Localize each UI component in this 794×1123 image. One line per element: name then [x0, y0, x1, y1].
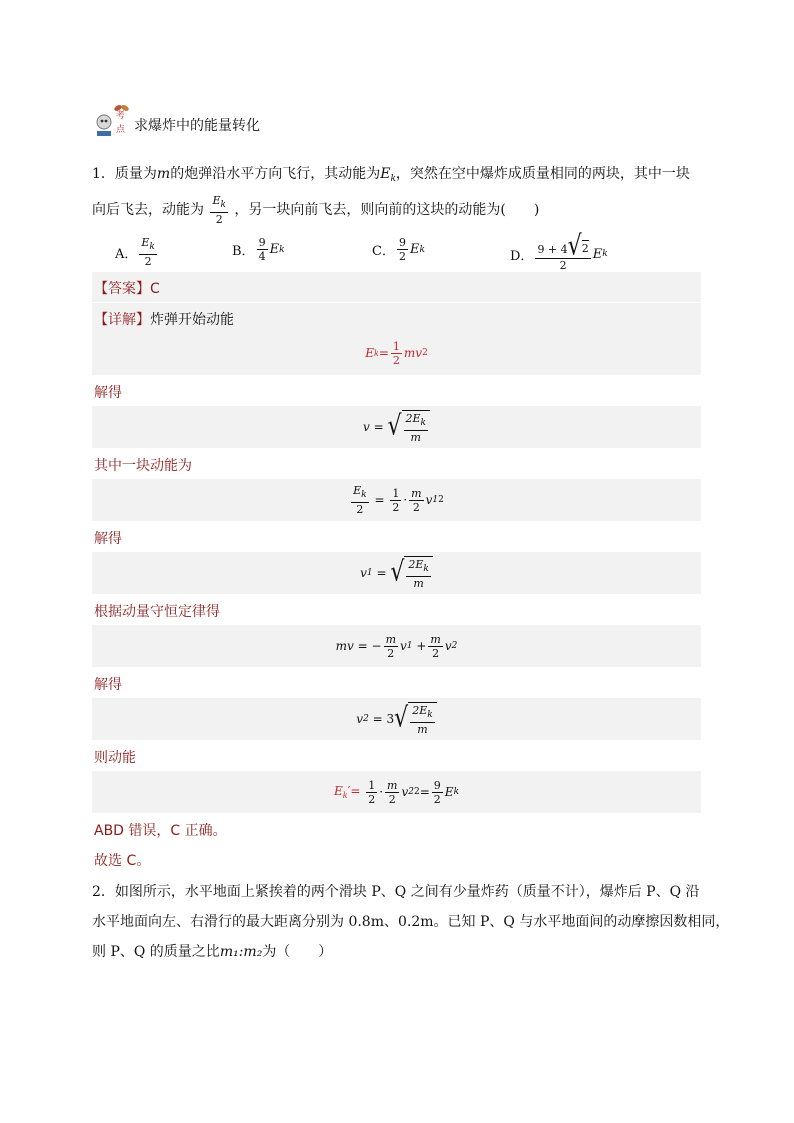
detail-line: 【详解】炸弹开始动能 [94, 312, 234, 328]
step-momentum: 根据动量守恒定律得 [94, 604, 220, 620]
equation-momentum: m v = − $\frac{m}{2}$ v 1 + $\frac{m}{2}$ v 2 [335, 632, 458, 660]
step-solve-2: 解得 [94, 531, 122, 547]
equation-final-ke: $E_k'=$ $\frac{1}{2}$ · $\frac{m}{2}$ v 2 2 = $\frac{9}{2}$ E k [333, 778, 460, 806]
equation-v1: v 1 = √ $\frac{2E_k}{m}$ [92, 552, 701, 594]
svg-text:点: 点 [116, 125, 126, 135]
q1-line-2: 向后飞去，动能为 $\frac{E_k}{2}$ ，另一块向前飞去，则向前的这块的动能为( ) [92, 194, 540, 226]
q2-line-1: 2．如图所示，水平地面上紧挨着的两个滑块 P、Q 之间有少量炸药（质量不计），爆炸后 P、Q 沿 [92, 884, 700, 900]
q1-fraction: $\frac{E_k}{2}$ [212, 194, 226, 226]
exam-point-icon [92, 102, 136, 142]
option-b[interactable]: B． $\frac{9}{4}$ E k [232, 236, 285, 263]
step-kinetic-energy: 则动能 [94, 750, 136, 766]
conclusion-line: ABD 错误，C 正确。 [94, 823, 227, 839]
equation-initial-ke: E k = $\frac{1}{2}$ mv 2 [365, 339, 428, 367]
topic-header [92, 102, 260, 142]
topic-title: 求爆炸中的能量转化 [134, 118, 260, 134]
option-a[interactable]: A． $\frac{E_k}{2}$ [115, 236, 155, 268]
answer-line: 【答案】C [94, 281, 160, 297]
option-c[interactable]: C． $\frac{9}{2}$ E k [372, 236, 425, 263]
answer-band [92, 272, 701, 302]
option-d[interactable]: D． 9 + 4 √ 2 2 E k [510, 230, 608, 272]
q2-line-3: 则 P、Q 的质量之比m₁:m₂为（ ） [92, 944, 333, 960]
svg-text:考: 考 [116, 111, 126, 121]
step-one-piece-ke: 其中一块动能为 [94, 458, 192, 474]
equation-v2: v 2 = 3 √ $\frac{2E_k}{m}$ [92, 698, 701, 740]
choice-line: 故选 C。 [94, 853, 151, 869]
step-solve-3: 解得 [94, 677, 122, 693]
equation-half-ke: $\frac{E_k}{2}$ = $\frac{1}{2}$ · $\frac{m}{2}$ v 1 2 [353, 484, 444, 516]
q1-line-1: 1．质量为m的炮弹沿水平方向飞行，其动能为$E_k$，突然在空中爆炸成质量相同的两块，其中一块 [92, 166, 690, 184]
equation-v: v = √ $\frac{2E_k}{m}$ [92, 406, 701, 448]
q2-line-2: 水平地面向左、右滑行的最大距离分别为 0.8m、0.2m。已知 P、Q 与水平地面间的动摩擦因数相同， [92, 914, 730, 930]
step-solve-1: 解得 [94, 385, 122, 401]
